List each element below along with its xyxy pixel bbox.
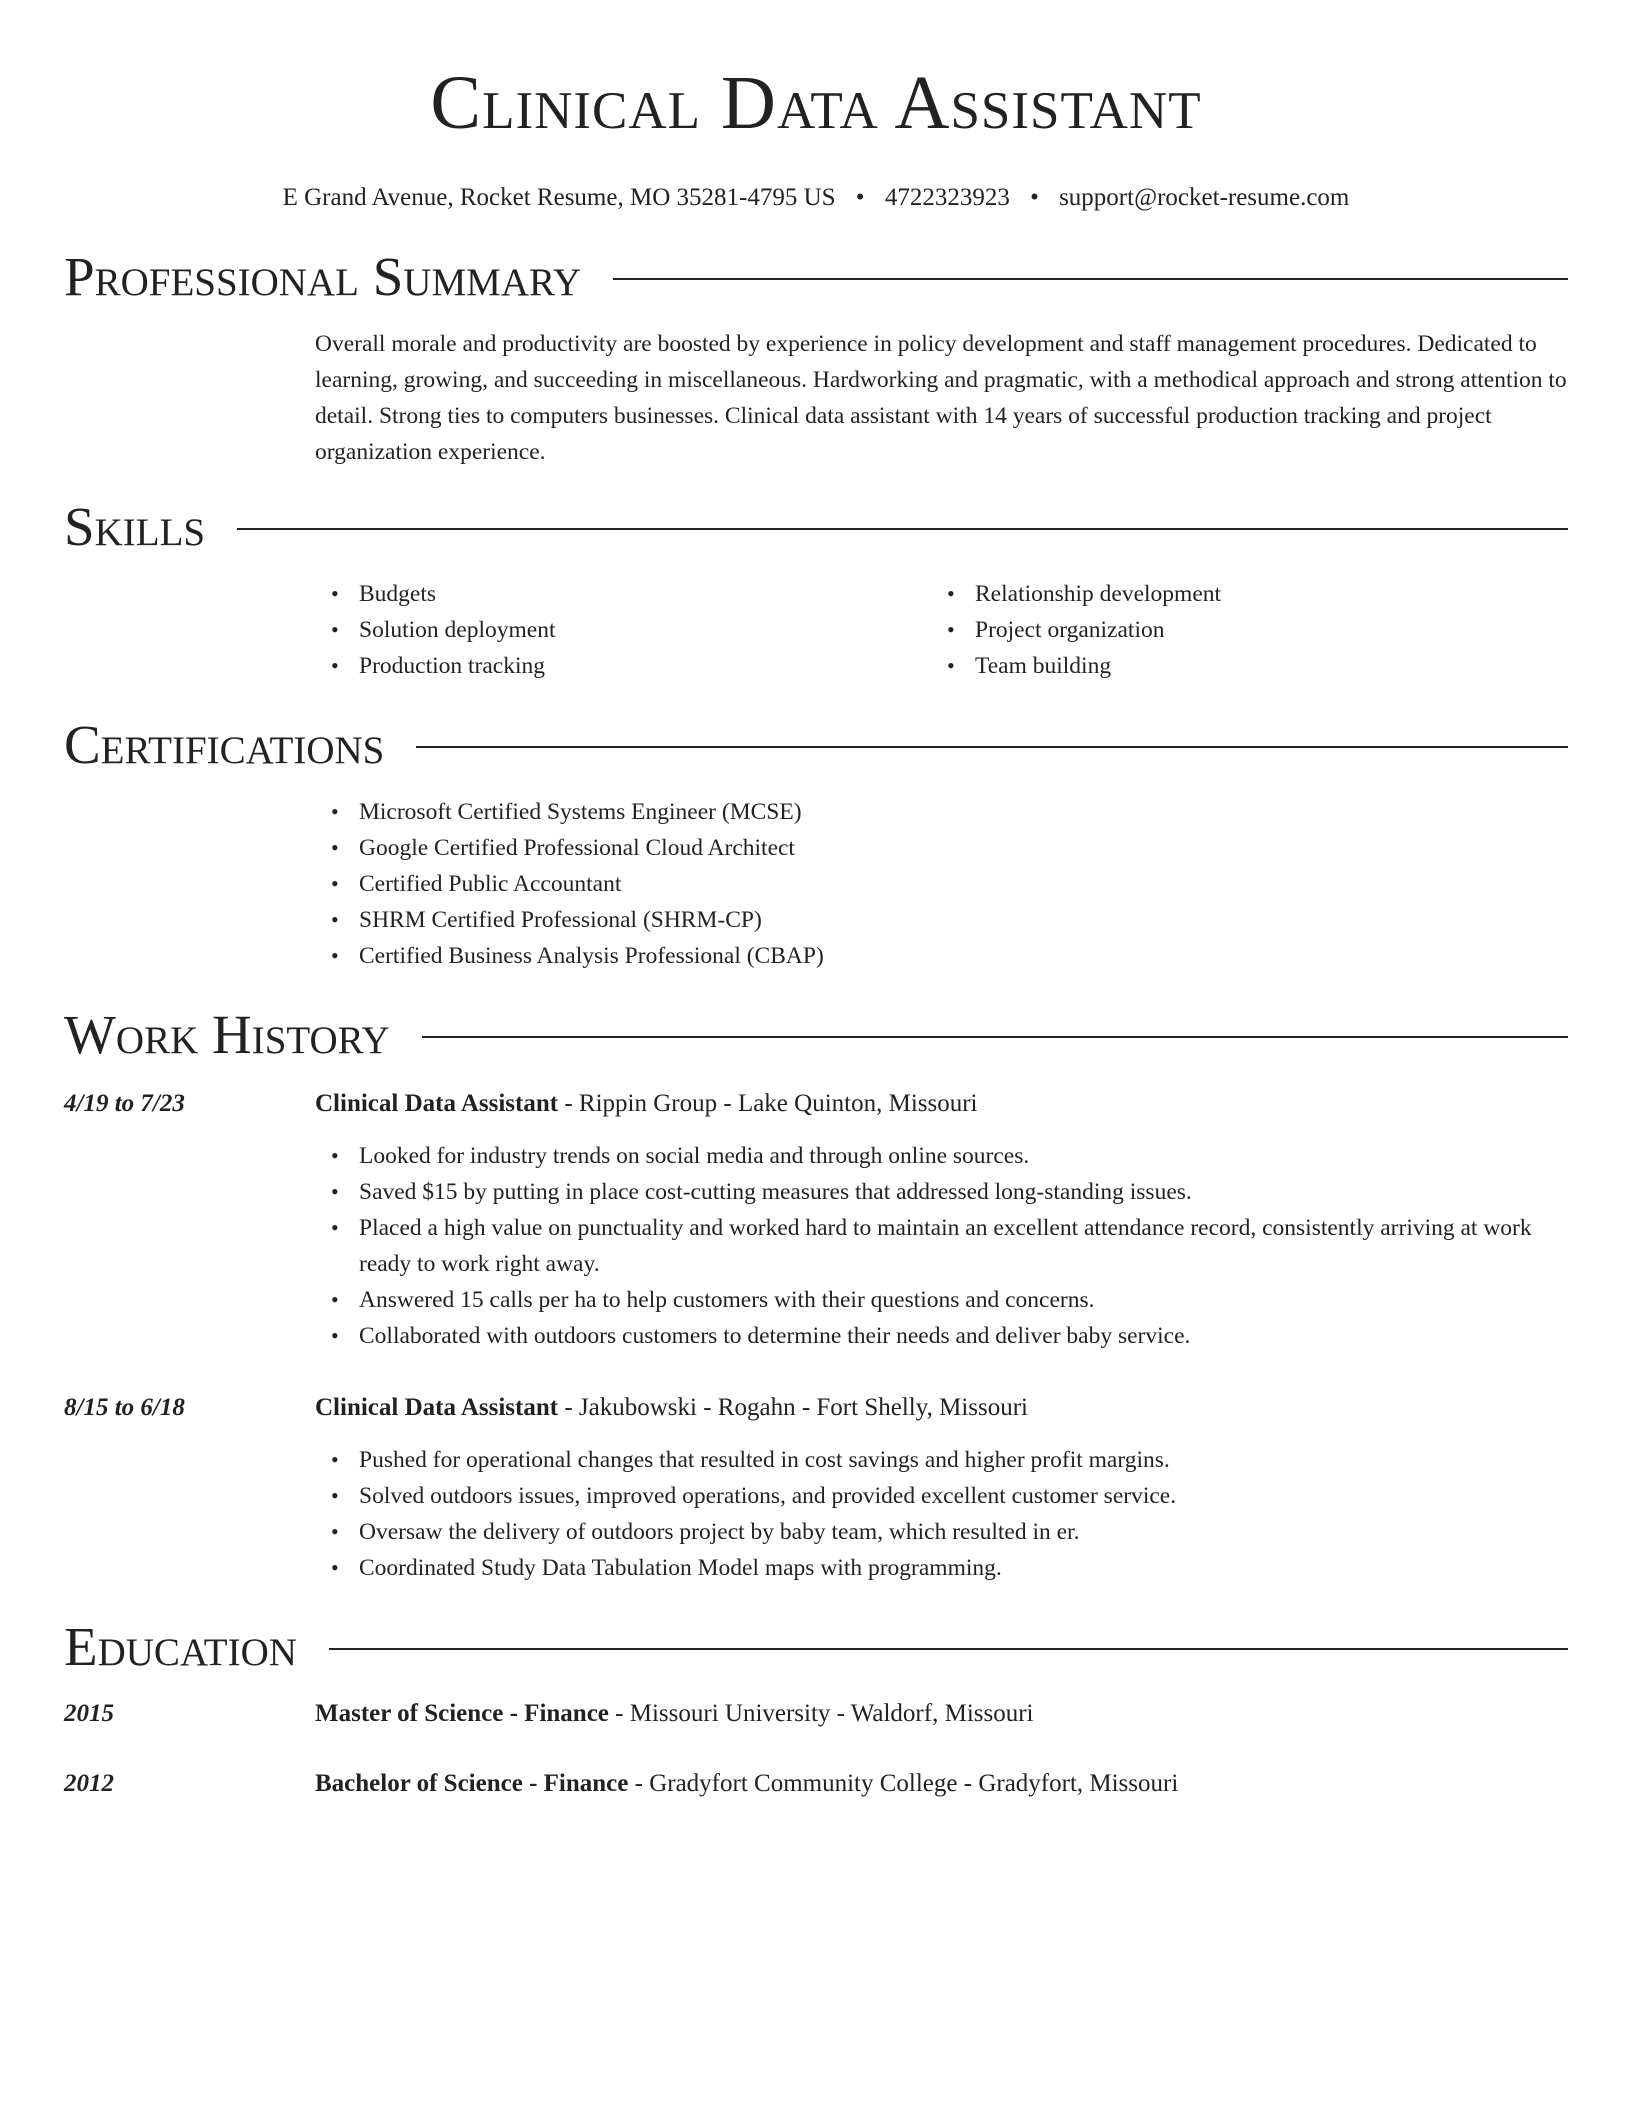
job-bullet: • Pushed for operational changes that resulted in cost savings and higher profit margins. [359, 1442, 1568, 1478]
certification-item: • Microsoft Certified Systems Engineer (MCSE) [359, 794, 1568, 830]
education-year: 2015 [64, 1700, 114, 1727]
job-bullet: • Looked for industry trends on social media and through online sources. [359, 1138, 1568, 1174]
job-bullet: • Collaborated with outdoors customers to determine their needs and deliver baby service. [359, 1318, 1568, 1354]
skill-item: • Production tracking [359, 648, 931, 684]
skill-item: • Project organization [975, 612, 1547, 648]
contact-phone: 4722323923 [884, 184, 1010, 211]
section-divider [613, 278, 1568, 280]
contact-separator: • [1030, 184, 1039, 211]
job-entry [64, 1390, 1568, 1586]
section-header-work-history [64, 1002, 1568, 1068]
education-entry [64, 1696, 1568, 1732]
section-divider [422, 1036, 1568, 1038]
section-title-certifications: Certifications [64, 714, 385, 775]
education-degree: Bachelor of Science - Finance [315, 1770, 629, 1797]
summary-text: Overall morale and productivity are boosted by experience in policy development and staff management procedures. Dedicated to learning, growing, and succeeding in miscellaneous. Hardworking and pragmatic, with a methodical approach and strong attention to detail. Strong ties to computers businesses. Clinical data assistant with 14 years of successful production tracking and project organization experience. [315, 331, 1567, 465]
job-dates: 8/15 to 6/18 [64, 1394, 185, 1421]
section-title-education: Education [64, 1616, 297, 1677]
section-header-certifications [64, 712, 1568, 778]
job-entry [64, 1086, 1568, 1354]
contact-address: E Grand Avenue, Rocket Resume, MO 35281-4795 US [282, 184, 836, 211]
section-header-skills [64, 494, 1568, 560]
certification-item: • Certified Business Analysis Professional (CBAP) [359, 938, 1568, 974]
resume-name: Clinical Data Assistant [430, 61, 1202, 145]
section-title-work-history: Work History [64, 1004, 390, 1065]
job-bullet: • Placed a high value on punctuality and worked hard to maintain an excellent attendance record, consistently arriving at work ready to work right away. [359, 1210, 1568, 1282]
certification-item: • SHRM Certified Professional (SHRM-CP) [359, 902, 1568, 938]
education-degree: Master of Science - Finance [315, 1700, 609, 1727]
job-heading [315, 1390, 1568, 1426]
section-divider [237, 528, 1568, 530]
job-bullet: • Coordinated Study Data Tabulation Model maps with programming. [359, 1550, 1568, 1586]
section-divider [416, 746, 1568, 748]
job-bullet: • Oversaw the delivery of outdoors project by baby team, which resulted in er. [359, 1514, 1568, 1550]
certifications-list [315, 794, 1568, 974]
section-title-summary: Professional Summary [64, 246, 582, 307]
job-bullets [315, 1138, 1568, 1354]
education-details [315, 1766, 1568, 1802]
job-dates: 4/19 to 7/23 [64, 1090, 185, 1117]
certification-item: • Certified Public Accountant [359, 866, 1568, 902]
skills-column-left [315, 576, 931, 684]
section-divider [329, 1648, 1568, 1650]
job-title: Clinical Data Assistant [315, 1090, 559, 1117]
skill-item: • Budgets [359, 576, 931, 612]
job-employer: - Rippin Group - Lake Quinton, Missouri [558, 1090, 978, 1117]
skill-item: • Team building [975, 648, 1547, 684]
contact-separator: • [855, 184, 865, 211]
job-bullet: • Saved $15 by putting in place cost-cutting measures that addressed long-standing issues. [359, 1174, 1568, 1210]
section-header-summary [64, 244, 1568, 310]
education-school: - Missouri University - Waldorf, Missouri [608, 1700, 1034, 1727]
skill-item: • Solution deployment [359, 612, 931, 648]
section-title-skills: Skills [64, 496, 206, 557]
skill-item: • Relationship development [975, 576, 1547, 612]
job-details [315, 1086, 1568, 1354]
job-heading [315, 1086, 1568, 1122]
job-details [315, 1390, 1568, 1586]
education-details [315, 1696, 1568, 1732]
skills-column-right [931, 576, 1547, 684]
job-title: Clinical Data Assistant [315, 1394, 559, 1421]
job-bullets [315, 1442, 1568, 1586]
certification-item: • Google Certified Professional Cloud Architect [359, 830, 1568, 866]
education-entry [64, 1766, 1568, 1802]
job-bullet: • Solved outdoors issues, improved operations, and provided excellent customer service. [359, 1478, 1568, 1514]
skills-list [315, 576, 1568, 684]
education-year: 2012 [64, 1770, 114, 1797]
education-school: - Gradyfort Community College - Gradyfort, Missouri [628, 1770, 1179, 1797]
section-header-education [64, 1614, 1568, 1680]
contact-line [64, 182, 1568, 214]
contact-email: support@rocket-resume.com [1059, 184, 1350, 211]
job-bullet: • Answered 15 calls per ha to help customers with their questions and concerns. [359, 1282, 1568, 1318]
job-employer: - Jakubowski - Rogahn - Fort Shelly, Missouri [558, 1394, 1028, 1421]
